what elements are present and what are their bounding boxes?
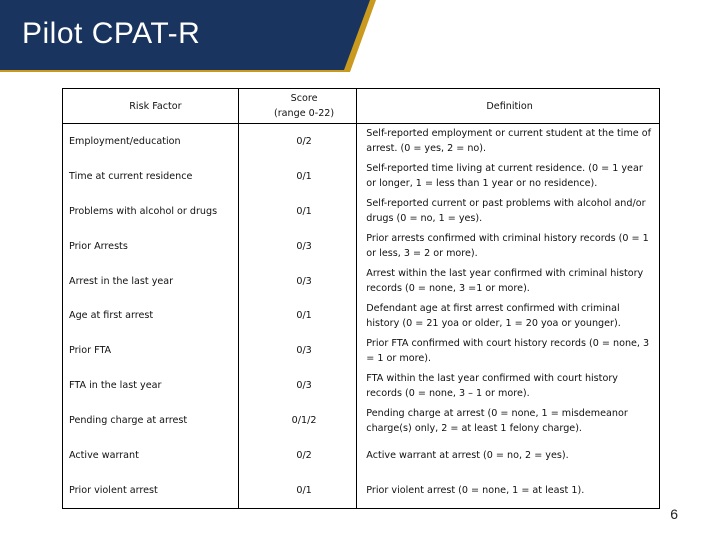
- score-cell: 0/2: [296, 449, 312, 461]
- score-cell: 0/1: [296, 484, 312, 496]
- score-cell: 0/1: [296, 310, 312, 322]
- column-divider: [238, 88, 239, 508]
- risk-factor-cell: Prior FTA: [69, 345, 112, 357]
- risk-factor-cell: Prior Arrests: [69, 240, 128, 252]
- score-cell: 0/3: [296, 380, 312, 392]
- score-header-line1: Score: [290, 93, 318, 104]
- page-title: Pilot CPAT-R: [22, 17, 201, 50]
- page-number: 6: [670, 506, 678, 522]
- risk-factor-cell: FTA in the last year: [69, 380, 162, 392]
- risk-factor-cell: Pending charge at arrest: [69, 415, 188, 427]
- score-cell: 0/3: [296, 345, 312, 357]
- title-banner: [0, 0, 720, 74]
- column-header-score: [248, 89, 360, 124]
- table-header-row: [63, 89, 660, 124]
- definition-cell: Active warrant at arrest (0 = no, 2 = yes).: [366, 449, 569, 461]
- risk-factor-cell: Active warrant: [69, 449, 139, 461]
- definition-cell: FTA within the last year confirmed with court history records (0 = none, 3 – 1 or more).: [366, 372, 618, 399]
- risk-factor-cell: Prior violent arrest: [69, 484, 158, 496]
- score-cell: 0/3: [296, 240, 312, 252]
- table-row: [63, 229, 660, 264]
- definition-cell: Self-reported current or past problems with alcohol and/or drugs (0 = no, 1 = yes).: [366, 198, 646, 225]
- column-divider: [356, 88, 357, 508]
- definition-cell: Pending charge at arrest (0 = none, 1 = misdemeanor charge(s) only, 2 = at least 1 felony charge).: [366, 407, 628, 434]
- table-row: [63, 438, 660, 473]
- table-row: [63, 264, 660, 299]
- table-row: [63, 473, 660, 508]
- score-cell: 0/3: [296, 275, 312, 287]
- score-cell: 0/1: [296, 205, 312, 217]
- table-row: [63, 194, 660, 229]
- score-cell: 0/2: [296, 135, 312, 147]
- definition-cell: Prior arrests confirmed with criminal history records (0 = 1 or less, 3 = 2 or more).: [366, 233, 649, 260]
- score-header-line2: (range 0-22): [273, 108, 335, 119]
- risk-factor-cell: Age at first arrest: [69, 310, 154, 322]
- risk-factor-cell: Arrest in the last year: [69, 275, 174, 287]
- table-row: [63, 298, 660, 333]
- table-row: [63, 333, 660, 368]
- risk-factor-cell: Time at current residence: [69, 170, 193, 182]
- definition-cell: Arrest within the last year confirmed with criminal history records (0 = none, 3 =1 or more).: [366, 268, 644, 294]
- table-row: [63, 124, 660, 159]
- definition-cell: Self-reported employment or current student at the time of arrest. (0 = yes, 2 = no).: [366, 128, 652, 155]
- definition-cell: Prior FTA confirmed with court history records (0 = none, 3 = 1 or more).: [366, 337, 650, 364]
- risk-factor-table: [62, 88, 660, 509]
- score-cell: 0/1/2: [291, 415, 317, 427]
- definition-cell: Self-reported time living at current residence. (0 = 1 year or longer, 1 = less than 1 year or no residence).: [366, 163, 643, 190]
- score-cell: 0/1: [296, 170, 312, 182]
- risk-factor-cell: Employment/education: [69, 135, 181, 147]
- table-row: [63, 368, 660, 403]
- definition-cell: Defendant age at first arrest confirmed with criminal history (0 = 21 yoa or older, 1 = 20 yoa or younger).: [366, 302, 621, 329]
- column-header-risk-factor: Risk Factor: [129, 100, 182, 112]
- risk-factor-cell: Problems with alcohol or drugs: [69, 205, 218, 217]
- table-row: [63, 159, 660, 194]
- definition-cell: Prior violent arrest (0 = none, 1 = at least 1).: [366, 484, 585, 496]
- column-header-definition: Definition: [486, 100, 533, 112]
- table-row: [63, 403, 660, 438]
